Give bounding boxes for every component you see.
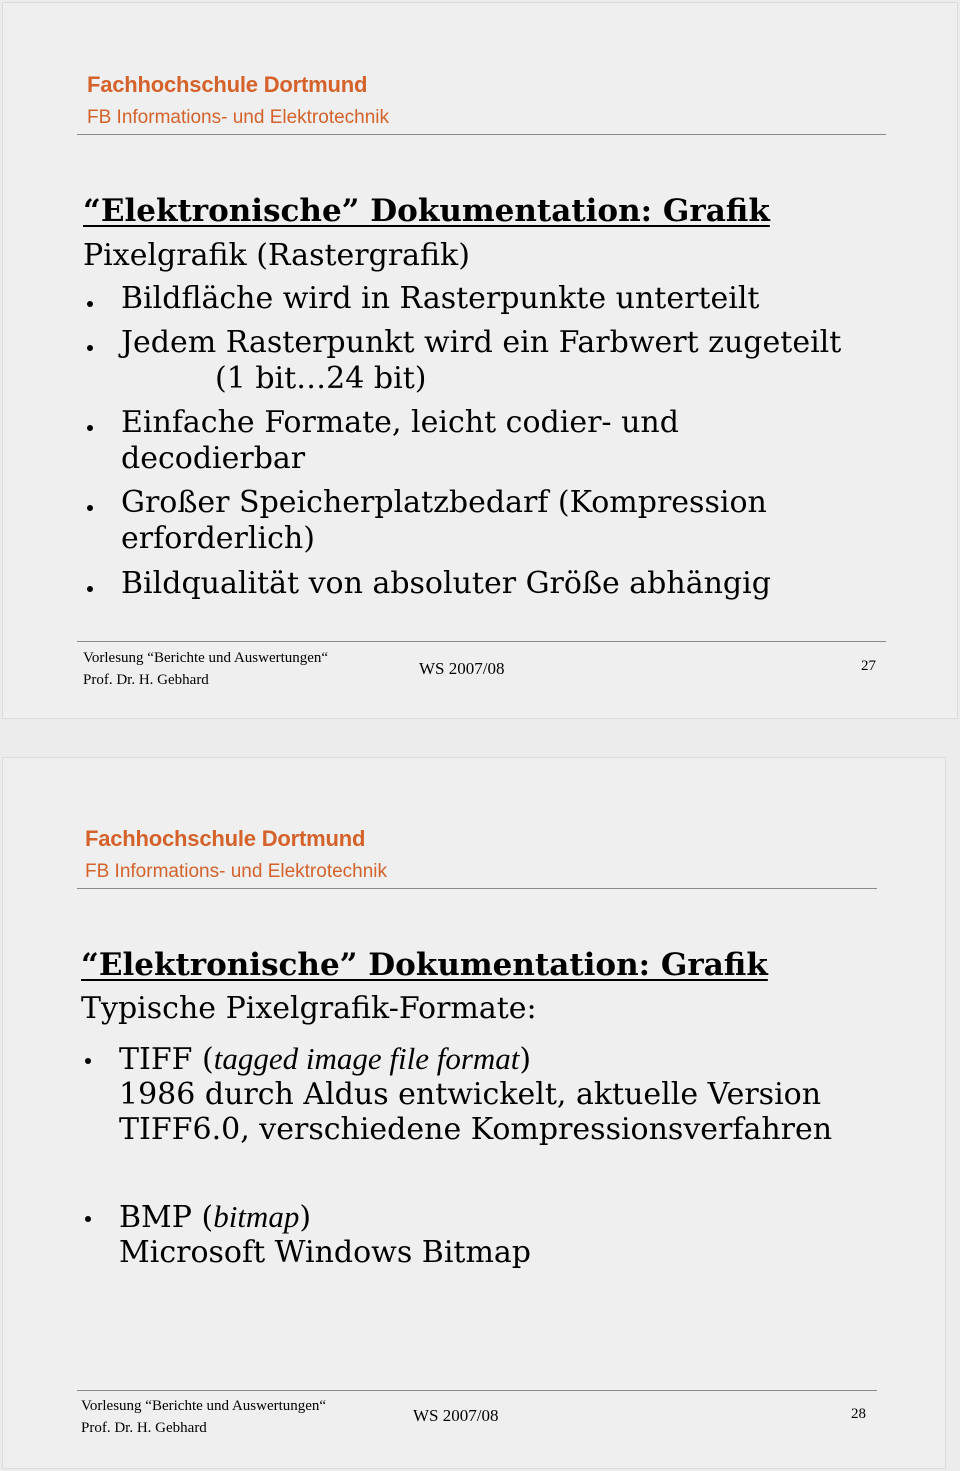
slide-title: “Elektronische” Dokumentation: Grafik: [81, 947, 768, 983]
footer-lecturer: Prof. Dr. H. Gebhard: [81, 1420, 207, 1436]
department-name: FB Informations- und Elektrotechnik: [85, 861, 388, 882]
bullet-item-heading: BMP (bitmap): [119, 1199, 312, 1235]
bullet-icon: [87, 425, 93, 431]
bullet-item-continuation: erforderlich): [121, 521, 315, 556]
bullet-icon: [87, 301, 93, 307]
bullet-item-continuation: (1 bit…24 bit): [215, 361, 427, 396]
format-expansion: bitmap: [213, 1199, 300, 1234]
page-number: 28: [851, 1406, 866, 1422]
slide-title: “Elektronische” Dokumentation: Grafik: [83, 193, 770, 229]
bullet-item-continuation: decodierbar: [121, 441, 306, 476]
footer-semester: WS 2007/08: [413, 1406, 499, 1425]
footer-course: Vorlesung “Berichte und Auswertungen“: [83, 650, 329, 666]
format-name: TIFF: [119, 1042, 193, 1077]
slide-subtitle: Pixelgrafik (Rastergrafik): [83, 238, 470, 273]
bullet-icon: [85, 1216, 91, 1222]
bullet-item-text: Einfache Formate, leicht codier- und: [121, 405, 679, 440]
bullet-item-text: Bildfläche wird in Rasterpunkte unterteilt: [121, 281, 760, 316]
slide-28: [2, 757, 946, 1469]
org-name: Fachhochschule Dortmund: [85, 826, 366, 851]
bullet-icon: [87, 505, 93, 511]
header-rule: [77, 888, 877, 889]
slide-27: [2, 2, 958, 719]
bullet-item-description: TIFF6.0, verschiedene Kompressionsverfahren: [119, 1112, 833, 1147]
bullet-item-text: Jedem Rasterpunkt wird ein Farbwert zugeteilt: [121, 325, 842, 360]
bullet-item-description: Microsoft Windows Bitmap: [119, 1235, 532, 1270]
footer-lecturer: Prof. Dr. H. Gebhard: [83, 672, 209, 688]
footer-rule: [77, 641, 886, 642]
format-expansion: tagged image file format: [213, 1041, 520, 1076]
bullet-icon: [85, 1058, 91, 1064]
department-name: FB Informations- und Elektrotechnik: [87, 107, 390, 128]
format-name: BMP: [119, 1200, 192, 1235]
bullet-item-text: Bildqualität von absoluter Größe abhängig: [121, 566, 771, 601]
bullet-item-description: 1986 durch Aldus entwickelt, aktuelle Version: [119, 1077, 822, 1112]
footer-course: Vorlesung “Berichte und Auswertungen“: [81, 1398, 327, 1414]
footer-semester: WS 2007/08: [419, 659, 505, 678]
page-number: 27: [861, 658, 876, 674]
bullet-icon: [87, 345, 93, 351]
bullet-icon: [87, 586, 93, 592]
header-rule: [77, 134, 886, 135]
org-name: Fachhochschule Dortmund: [87, 72, 368, 97]
bullet-item-text: Großer Speicherplatzbedarf (Kompression: [121, 485, 767, 520]
bullet-item-heading: TIFF (tagged image file format): [119, 1041, 532, 1077]
footer-rule: [77, 1390, 877, 1391]
slide-subtitle: Typische Pixelgrafik-Formate:: [81, 991, 537, 1026]
